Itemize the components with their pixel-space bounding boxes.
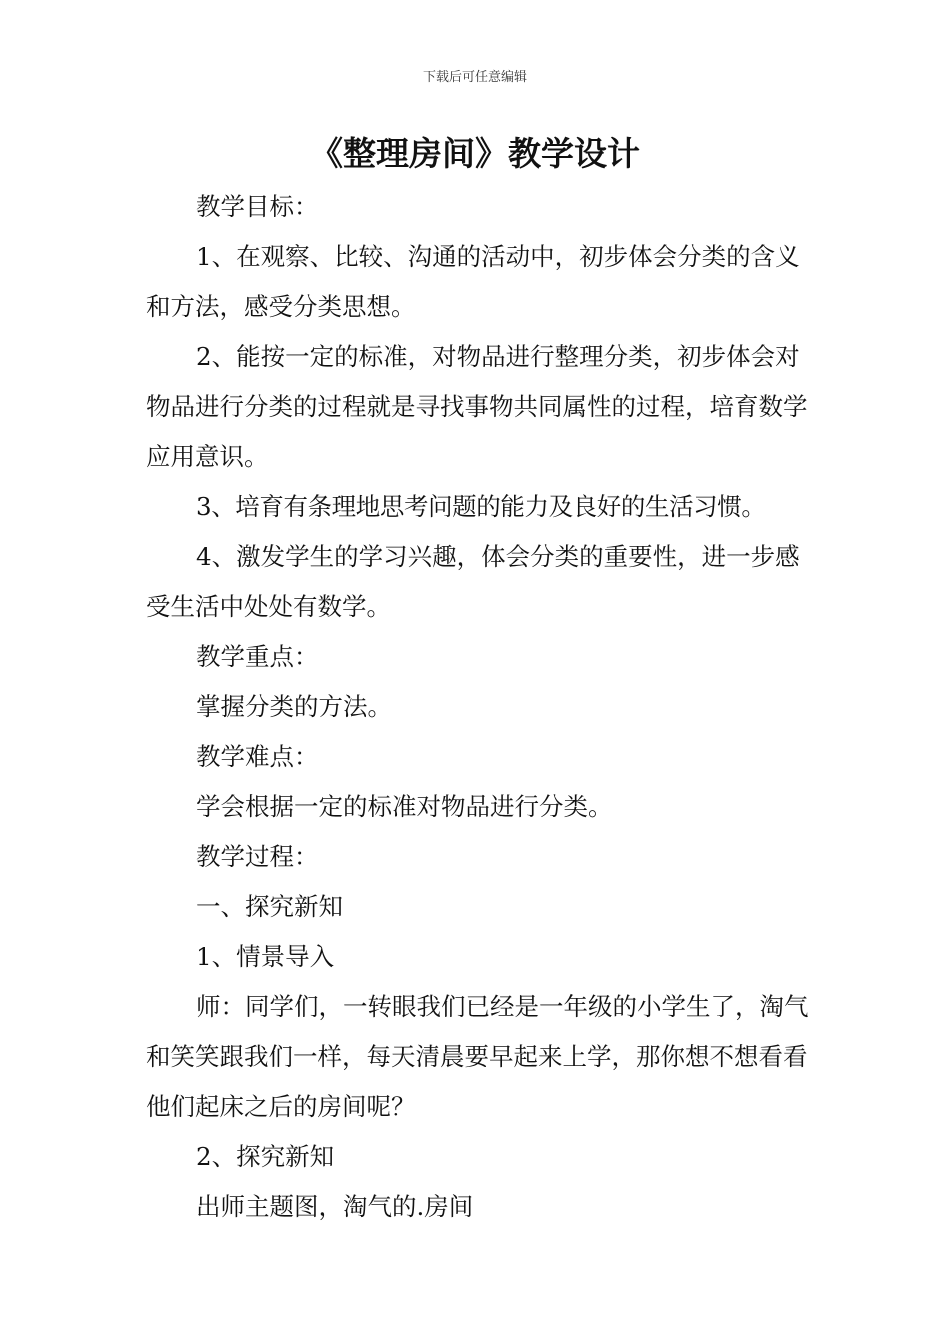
document-title: 《整理房间》教学设计 [310, 134, 640, 173]
paragraph: 1、情景导入 [196, 942, 335, 971]
paragraph: 1、在观察、比较、沟通的活动中，初步体会分类的含义和方法，感受分类思想。 [146, 242, 800, 321]
paragraph: 2、能按一定的标准，对物品进行整理分类，初步体会对物品进行分类的过程就是寻找事物共同属性的过程，培育数学应用意识。 [146, 342, 808, 471]
paragraph: 学会根据一定的标准对物品进行分类。 [196, 792, 613, 821]
paragraph: 4、激发学生的学习兴趣，体会分类的重要性，进一步感受生活中处处有数学。 [146, 542, 800, 621]
header-note: 下载后可任意编辑 [422, 70, 527, 85]
paragraph: 掌握分类的方法。 [196, 692, 392, 721]
paragraph: 师：同学们，一转眼我们已经是一年级的小学生了，淘气和笑笑跟我们一样，每天清晨要早起来上学，那你想不想看看他们起床之后的房间呢？ [146, 992, 809, 1121]
paragraph: 3、培育有条理地思考问题的能力及良好的生活习惯。 [196, 492, 766, 521]
document-body [146, 182, 810, 1232]
paragraph: 2、探究新知 [196, 1142, 335, 1171]
paragraph: 教学过程： [196, 842, 319, 871]
paragraph: 教学重点： [196, 642, 319, 671]
paragraph: 教学难点： [196, 742, 319, 771]
paragraph: 教学目标： [196, 192, 319, 221]
paragraph: 出师主题图，淘气的.房间 [196, 1192, 474, 1221]
paragraph: 一、探究新知 [196, 892, 343, 921]
